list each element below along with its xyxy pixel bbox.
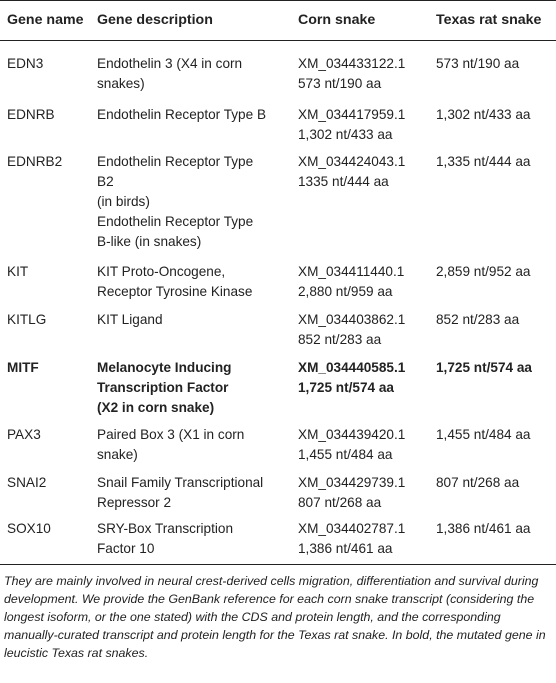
- header-corn-snake: Corn snake: [298, 12, 376, 28]
- corn-snake-cell: XM_034402787.1 1,386 nt/461 aa: [298, 521, 406, 556]
- corn-snake-cell: XM_034417959.1 1,302 nt/433 aa: [298, 107, 406, 142]
- texas-rat-snake-cell: 1,725 nt/574 aa: [436, 360, 532, 375]
- gene-description-cell: Snail Family Transcriptional Repressor 2: [97, 475, 264, 510]
- texas-rat-snake-cell: 1,386 nt/461 aa: [436, 521, 531, 536]
- bottom-rule: [0, 564, 556, 565]
- gene-description-cell: Melanocyte Inducing Transcription Factor (X2 in corn snake): [97, 360, 232, 415]
- header-gene-description: Gene description: [97, 12, 213, 28]
- corn-snake-cell: XM_034411440.1 2,880 nt/959 aa: [298, 264, 405, 299]
- texas-rat-snake-cell: 573 nt/190 aa: [436, 56, 520, 71]
- corn-snake-cell: XM_034403862.1 852 nt/283 aa: [298, 312, 406, 347]
- texas-rat-snake-cell: 852 nt/283 aa: [436, 312, 520, 327]
- gene-name-cell: MITF: [7, 360, 39, 375]
- gene-name-cell: SOX10: [7, 521, 51, 536]
- texas-rat-snake-cell: 807 nt/268 aa: [436, 475, 520, 490]
- texas-rat-snake-cell: 1,302 nt/433 aa: [436, 107, 531, 122]
- gene-name-cell: KIT: [7, 264, 29, 279]
- gene-description-cell: Endothelin Receptor Type B: [97, 107, 267, 122]
- gene-name-cell: PAX3: [7, 427, 41, 442]
- gene-description-cell: Endothelin Receptor Type B2 (in birds) Endothelin Receptor Type B-like (in snakes): [97, 154, 254, 249]
- gene-description-cell: SRY-Box Transcription Factor 10: [97, 521, 234, 556]
- gene-name-cell: EDN3: [7, 56, 44, 71]
- texas-rat-snake-cell: 1,335 nt/444 aa: [436, 154, 531, 169]
- gene-name-cell: SNAI2: [7, 475, 47, 490]
- header-gene-name: Gene name: [7, 12, 84, 28]
- gene-name-cell: KITLG: [7, 312, 47, 327]
- gene-name-cell: EDNRB: [7, 107, 55, 122]
- texas-rat-snake-cell: 2,859 nt/952 aa: [436, 264, 531, 279]
- header-rule: [0, 40, 556, 41]
- top-rule: [0, 0, 556, 1]
- gene-name-cell: EDNRB2: [7, 154, 63, 169]
- corn-snake-cell: XM_034440585.1 1,725 nt/574 aa: [298, 360, 406, 395]
- gene-description-cell: KIT Ligand: [97, 312, 163, 327]
- corn-snake-cell: XM_034429739.1 807 nt/268 aa: [298, 475, 406, 510]
- gene-description-cell: Endothelin 3 (X4 in corn snakes): [97, 56, 243, 91]
- gene-description-cell: Paired Box 3 (X1 in corn snake): [97, 427, 245, 462]
- corn-snake-cell: XM_034439420.1 1,455 nt/484 aa: [298, 427, 406, 462]
- header-texas-rat-snake: Texas rat snake: [436, 12, 542, 28]
- gene-description-cell: KIT Proto-Oncogene, Receptor Tyrosine Kinase: [97, 264, 253, 299]
- table-footnote: They are mainly involved in neural crest-derived cells migration, differentiation and survival during development. We provide the GenBank reference for each corn snake transcript (considering the longest isoform, or the one stated) with the CDS and protein length, and the corresponding manually-curated transcript and protein length for the Texas rat snake. In bold, the mutated gene in leucistic Texas rat snakes.: [4, 574, 546, 660]
- texas-rat-snake-cell: 1,455 nt/484 aa: [436, 427, 531, 442]
- corn-snake-cell: XM_034433122.1 573 nt/190 aa: [298, 56, 406, 91]
- corn-snake-cell: XM_034424043.1 1335 nt/444 aa: [298, 154, 406, 189]
